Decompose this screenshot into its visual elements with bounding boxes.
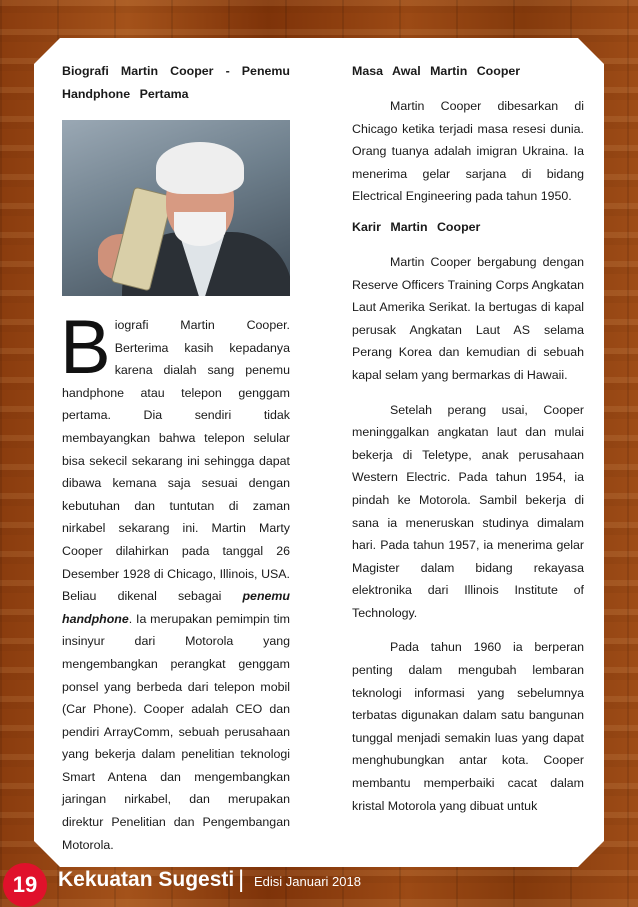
page-number-badge: 19 [3,863,47,907]
magazine-brand: Kekuatan Sugesti [58,868,235,891]
paragraph-career-1: Martin Cooper bergabung dengan Reserve Officers Training Corps Angkatan Laut Amerika Serikat. Ia bertugas di kapal perusak Angkatan Laut AS selama Perang Korea dan kemudian di sebuah kapal selam yang bermarkas di Hawaii. [352,254,584,382]
footer-separator: | [238,866,245,893]
paragraph-career-2: Setelah perang usai, Cooper meninggalkan angkatan laut dan mulai bekerja di Teletype, anak perusahaan Western Electric. Pada tahun 1954, ia pindah ke Motorola. Sambil bekerja di sana ia meneruskan studinya dimalam hari. Pada tahun 1957, ia menerima gelar Magister dalam bidang rekayasa elektronika dari Illinois Institute of Technology. [352,402,584,620]
article-photo [62,120,290,296]
intro-text-end: . Ia merupakan pemimpin tim insinyur dari Motorola yang mengembangkan perangkat genggam ponsel yang berbeda dari telepon mobil (Car Phone). Cooper adalah CEO dan pendiri ArrayComm, sebuah perusahaan yang bekerja dalam penelitian teknologi Smart Antena dan mengembangkan jaringan nirkabel, dan merupakan direktur Penelitian dan Pengembangan Motorola. [62,611,290,852]
section-heading-career: Karir Martin Cooper [352,219,481,234]
right-column [352,60,584,817]
drop-cap: B [60,305,111,390]
article-title: Biografi Martin Cooper - Penemu Handphone Pertama [62,64,290,101]
left-column [62,60,290,856]
edition-label: Edisi Januari 2018 [254,874,361,889]
intro-text-start: iografi Martin Cooper. Berterima kasih kepadanya karena dialah sang penemu handphone atau telepon genggam pertama. Dia sendiri tidak membayangkan bahwa telepon selular bisa sekecil sekarang ini sehingga dapat dibawa kemana saja sesuai dengan kebutuhan dan tuntutan di zaman nirkabel sekarang ini. Martin Marty Cooper dilahirkan pada tanggal 26 Desember 1928 di Chicago, Illinois, USA. Beliau dikenal sebagai [62,318,290,604]
section-heading-early-life: Masa Awal Martin Cooper [352,64,521,78]
page-footer [0,862,380,896]
paragraph-career-3: Pada tahun 1960 ia berperan penting dalam mengubah lembaran teknologi informasi yang sebelumnya terbatas digunakan dalam satu bangunan tunggal menjadi semakin luas yang dapat menghubungkan antar kota. Cooper membantu memperbaiki cacat dalam kristal Motorola yang dibuat untuk [352,640,584,813]
intro-emphasis: penemu handphone [62,589,290,626]
paragraph-early-life: Martin Cooper dibesarkan di Chicago ketika terjadi masa resesi dunia. Orang tuanya adalah imigran Ukraina. Ia menerima gelar sarjana di bidang Electrical Engineering pada tahun 1950. [352,99,584,204]
intro-paragraph [60,305,290,856]
